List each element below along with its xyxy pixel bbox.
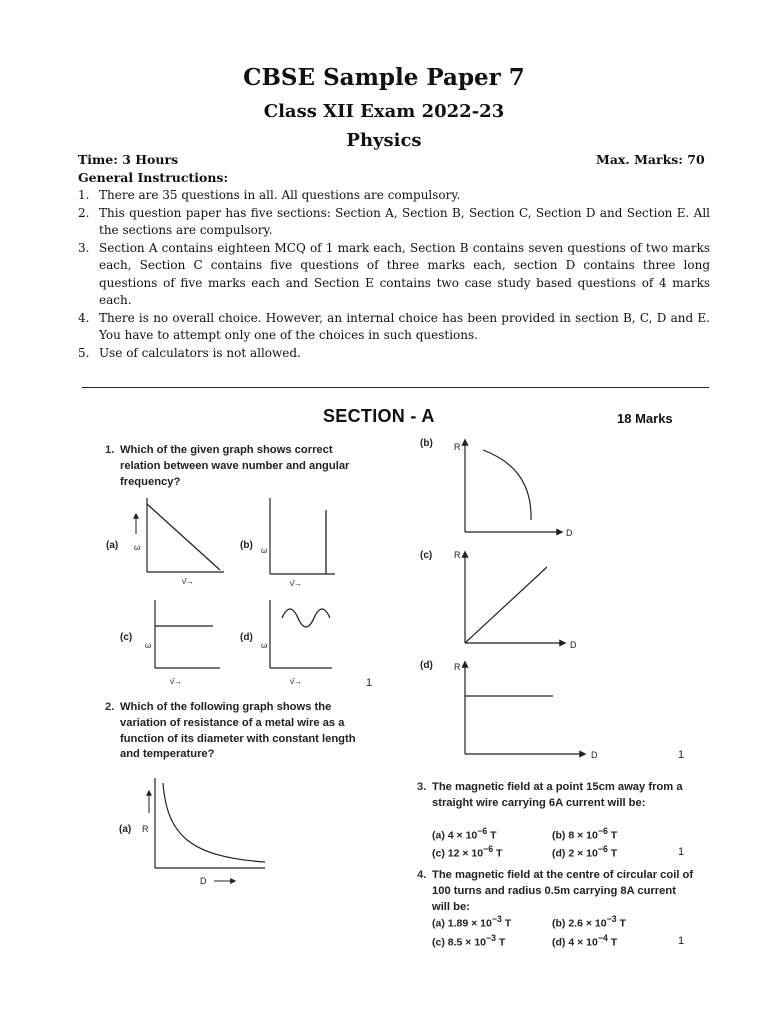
q2-marks: 1 xyxy=(678,749,685,761)
q2-graph-b xyxy=(420,434,580,544)
svg-text:R: R xyxy=(454,550,461,560)
q2-graph-d xyxy=(420,656,710,766)
svg-text:(a): (a) xyxy=(106,540,119,551)
inverse-square-curve xyxy=(163,783,265,862)
subject-heading: Physics xyxy=(346,130,422,151)
q2-graph-c xyxy=(420,546,580,656)
instruction-item: 2. This question paper has five sections: Section A, Section B, Section C, Section D and Section E. All the sections are compulsory. xyxy=(78,205,710,237)
svg-text:R: R xyxy=(142,824,149,834)
concave-curve xyxy=(483,450,531,520)
q4-option-d: (d) $4 \times 10^{-4}$ T xyxy=(552,933,618,949)
instructions-list xyxy=(78,187,710,362)
linear-increase-line xyxy=(465,567,547,643)
svg-text:(a): (a) xyxy=(119,824,132,835)
paper-title: CBSE Sample Paper 7 xyxy=(243,64,525,91)
svg-text:D: D xyxy=(570,640,577,650)
instruction-item: 1. There are 35 questions in all. All questions are compulsory. xyxy=(78,188,461,202)
q1-graph-d xyxy=(240,600,332,686)
linear-decrease-line xyxy=(147,504,220,570)
svg-text:ω: ω xyxy=(261,641,268,650)
q4-option-a: (a) $1.89 \times 10^{-3}$ T xyxy=(432,914,512,930)
svg-text:(d): (d) xyxy=(240,632,253,643)
q3-option-c: (c) $12 \times 10^{-6}$ T xyxy=(432,844,503,860)
svg-text:ν̄→: ν̄→ xyxy=(170,677,182,686)
svg-text:ω: ω xyxy=(134,543,141,552)
q4-option-b: (b) $2.6 \times 10^{-3}$ T xyxy=(552,914,626,930)
svg-text:(c): (c) xyxy=(120,632,133,643)
svg-text:(d): (d) xyxy=(420,660,433,671)
q3-option-b: (b) $8 \times 10^{-6}$ T xyxy=(552,826,618,842)
svg-text:ω: ω xyxy=(261,546,268,555)
instruction-item: 5. Use of calculators is not allowed. xyxy=(78,345,301,360)
svg-text:ν̄→: ν̄→ xyxy=(290,579,302,588)
svg-text:D: D xyxy=(566,528,573,538)
q2-graph-a xyxy=(115,775,275,890)
class-exam-heading: Class XII Exam 2022-23 xyxy=(263,101,505,122)
section-title: SECTION - A xyxy=(323,406,435,426)
divider xyxy=(82,387,709,388)
svg-text:(b): (b) xyxy=(240,540,253,551)
svg-text:D: D xyxy=(591,750,598,760)
instruction-item: 3. Section A contains eighteen MCQ of 1 mark each, Section B contains seven questions of two marks each, Section C contains five questions of three marks each, section D contains three long questions of five marks each and Section E contains two case study based questions of 4 marks each. xyxy=(78,240,710,307)
question-1: 1. Which of the given graph shows correct relation between wave number and angular frequency? xyxy=(105,444,350,488)
time-label: Time: 3 Hours xyxy=(78,152,179,167)
q1-graph-a xyxy=(106,498,224,586)
q4-option-c: (c) $8.5 \times 10^{-3}$ T xyxy=(432,933,506,949)
q3-marks: 1 xyxy=(678,846,685,858)
svg-text:ω: ω xyxy=(145,641,152,650)
svg-text:D: D xyxy=(200,876,207,886)
sine-wave xyxy=(282,609,330,627)
svg-text:R: R xyxy=(454,662,461,672)
question-4: 4. The magnetic field at the centre of circular coil of 100 turns and radius 0.5m carrying 8A current will be: xyxy=(417,869,694,913)
svg-text:ν̄→: ν̄→ xyxy=(290,677,302,686)
svg-text:R: R xyxy=(454,442,461,452)
section-marks: 18 Marks xyxy=(617,411,673,426)
question-3: 3. The magnetic field at a point 15cm away from a straight wire carrying 6A current will be: xyxy=(417,781,683,809)
instructions-title: General Instructions: xyxy=(78,170,229,185)
q3-option-a: (a) $4 \times 10^{-6}$ T xyxy=(432,826,497,842)
svg-text:(c): (c) xyxy=(420,550,433,561)
svg-text:ν̄→: ν̄→ xyxy=(182,577,194,586)
q1-marks: 1 xyxy=(366,677,373,689)
svg-text:(b): (b) xyxy=(420,438,433,449)
question-2: 2. Which of the following graph shows the variation of resistance of a metal wire as a function of its diameter with constant length and temperature? xyxy=(105,701,356,761)
q1-graphs xyxy=(100,490,380,690)
q3-option-d: (d) $2 \times 10^{-6}$ T xyxy=(552,844,618,860)
q4-marks: 1 xyxy=(678,935,685,947)
instruction-item: 4. There is no overall choice. However, an internal choice has been provided in section B, C, D and E. You have to attempt only one of the choices in such questions. xyxy=(78,310,710,342)
max-marks-label: Max. Marks: 70 xyxy=(596,152,705,167)
q1-graph-c xyxy=(120,600,220,686)
q1-graph-b xyxy=(240,498,335,588)
